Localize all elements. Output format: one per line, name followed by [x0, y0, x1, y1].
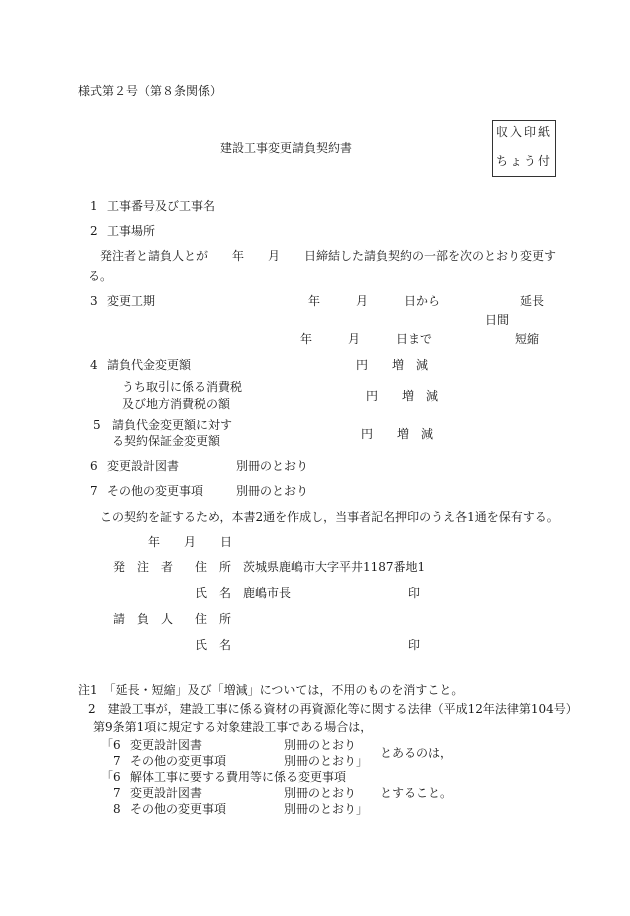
stamp-box-label-2: ちょう付 [495, 154, 552, 168]
item-7-value: 別冊のとおり [236, 484, 309, 498]
orderer-name: 鹿嶋市長 [243, 586, 292, 600]
form-number: 様式第２号（第８条関係） [78, 84, 223, 98]
orderer-name-label: 氏 名 [195, 586, 232, 600]
item-7-label: その他の変更事項 [107, 484, 204, 498]
note-before-suffix: とあるのは， [380, 746, 453, 760]
note-2-line-2: 第9条第1項に規定する対象建設工事である場合は， [93, 720, 373, 734]
item-2-label: 工事場所 [107, 224, 156, 238]
item-1-label: 工事番号及び工事名 [107, 199, 216, 213]
item-5-label-line-1: 請負代金変更額に対す [112, 418, 233, 432]
document-title: 建設工事変更請負契約書 [220, 141, 353, 155]
period-days-label: 日間 [485, 313, 510, 327]
orderer-address-label: 住 所 [195, 560, 232, 574]
note-after-row-3-value: 別冊のとおり」 [284, 802, 369, 816]
note-before-row-2-label: その他の変更事項 [130, 754, 227, 768]
item-6-value: 別冊のとおり [236, 459, 309, 473]
item-3-label: 変更工期 [107, 294, 156, 308]
note-after-row-2-number: 7 [113, 786, 121, 800]
item-7-number: 7 [90, 484, 98, 498]
orderer-seal-mark: 印 [408, 586, 421, 600]
contractor-name-label: 氏 名 [195, 638, 232, 652]
orderer-role: 発 注 者 [113, 560, 174, 574]
note-after-row-2-label: 変更設計図書 [130, 786, 203, 800]
period-from-date: 年 月 日から [308, 294, 441, 308]
note-before-row-1-label: 変更設計図書 [130, 738, 203, 752]
note-before-row-2-number: 7 [113, 754, 121, 768]
intro-line-2: る。 [88, 269, 113, 283]
revenue-stamp-box [492, 120, 556, 177]
period-extend-label: 延長 [520, 294, 545, 308]
period-to-date: 年 月 日まで [300, 332, 433, 346]
contractor-address-label: 住 所 [195, 612, 232, 626]
tax-label-line-2: 及び地方消費税の額 [122, 397, 231, 411]
item-5-number: 5 [93, 418, 101, 432]
note-after-row-1-label: 解体工事に要する費用等に係る変更事項 [130, 770, 347, 784]
note-after-row-1-number: 「6 [101, 770, 121, 784]
note-before-row-1-value: 別冊のとおり [284, 738, 357, 752]
note-after-row-3-number: 8 [113, 802, 121, 816]
note-before-row-1-number: 「6 [101, 738, 121, 752]
item-5-label-line-2: る契約保証金変更額 [112, 434, 221, 448]
item-2-number: 2 [90, 224, 98, 238]
item-6-label: 変更設計図書 [107, 459, 180, 473]
note-after-row-3-label: その他の変更事項 [130, 802, 227, 816]
item-4-amount: 円 増 減 [356, 358, 429, 372]
intro-line-1: 発注者と請負人とが 年 月 日締結した請負契約の一部を次のとおり変更す [100, 249, 557, 263]
item-1-number: 1 [90, 199, 98, 213]
contract-date: 年 月 日 [148, 535, 233, 549]
note-1: 注1 「延長・短縮」及び「増減」については，不用のものを消すこと。 [78, 683, 464, 697]
item-4-label: 請負代金変更額 [107, 358, 192, 372]
contractor-seal-mark: 印 [408, 638, 421, 652]
period-shorten-label: 短縮 [515, 332, 540, 346]
item-5-amount: 円 増 減 [361, 427, 434, 441]
tax-amount: 円 増 減 [366, 389, 439, 403]
item-3-number: 3 [90, 294, 98, 308]
contractor-role: 請 負 人 [113, 612, 174, 626]
note-after-row-2-value: 別冊のとおり [284, 786, 357, 800]
closing-statement: この契約を証するため，本書2通を作成し，当事者記名押印のうえ各1通を保有する。 [100, 510, 559, 524]
item-6-number: 6 [90, 459, 98, 473]
note-2-line-1: 2 建設工事が，建設工事に係る資材の再資源化等に関する法律（平成12年法律第104号） [88, 702, 578, 716]
note-before-row-2-value: 別冊のとおり」 [284, 754, 369, 768]
stamp-box-label-1: 収入印紙 [495, 125, 552, 139]
tax-label-line-1: うち取引に係る消費税 [122, 380, 243, 394]
item-4-number: 4 [90, 358, 98, 372]
orderer-address: 茨城県鹿嶋市大字平井1187番地1 [243, 560, 426, 574]
note-after-suffix: とすること。 [380, 786, 453, 800]
